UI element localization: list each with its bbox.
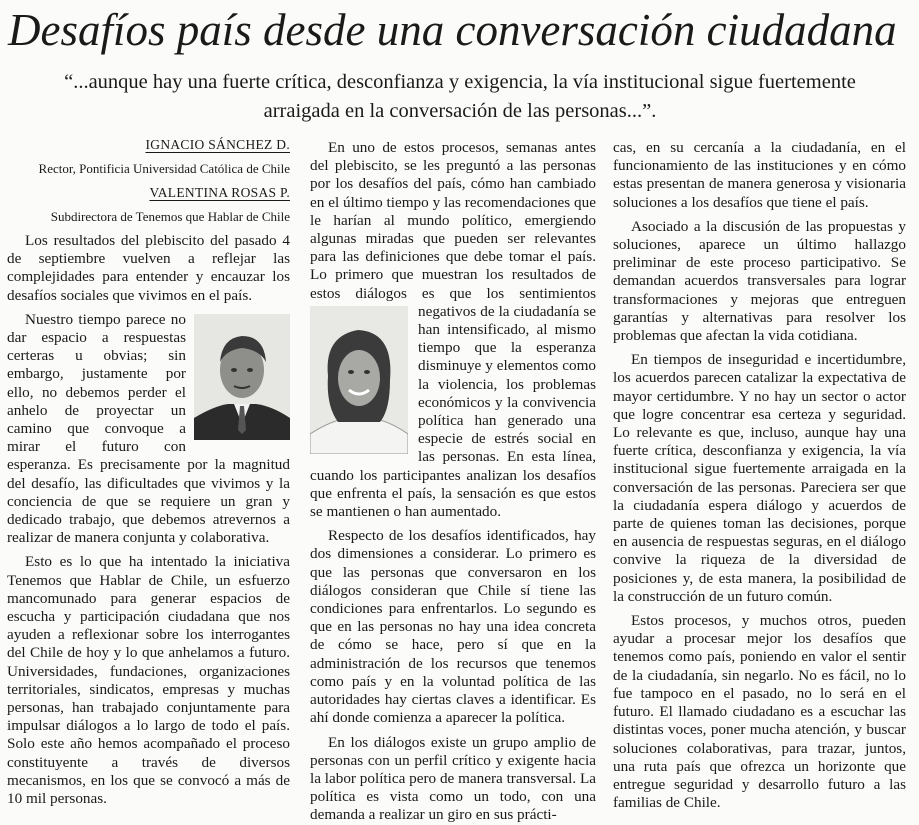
column-1 [7, 136, 290, 808]
paragraph: En los diálogos existe un grupo amplio de personas con un perfil crítico y exigente hacia la labor política pero de manera transversal. La política es vista como un todo, con una demanda a realizar un giro en sus prácti- [310, 733, 596, 824]
column-2 [310, 139, 596, 825]
author-name-2-text: VALENTINA ROSAS P. [149, 185, 290, 200]
paragraph: Estos procesos, y muchos otros, pueden ayudar a procesar mejor los desafíos que tenemos como país, poniendo en valor el sentir de la ciudadanía, sin negarlo. No es fácil, no lo fue tampoco en el pasado, no lo será en el futuro. El llamado ciudadano es a escuchar las distintas voces, poner mucha atención, y buscar soluciones colaborativas, para trazar, juntos, una ruta país que ofrezca un horizonte que entregue seguridad y desarrollo futuro a las familias de Chile. [613, 612, 906, 812]
pull-quote: “...aunque hay una fuerte crítica, desconfianza y exigencia, la vía institucional sigue fuertemente arraigada en la conversación de las personas...”. [64, 71, 856, 122]
author-role-1: Rector, Pontificia Universidad Católica de Chile [38, 161, 290, 176]
author-role-2: Subdirectora de Tenemos que Hablar de Chile [50, 209, 290, 224]
paragraph: En tiempos de inseguridad e incertidumbre, los acuerdos parecen catalizar la expectativa de mayor certidumbre. Y no hay un sector o actor que logre concentrar esa certeza y seguridad. Lo relevante es que, incluso, aunque hay una fuerte crítica, desconfianza y exigencia, la vía institucional sigue fuertemente arraigada en la conversación de las personas. Pareciera ser que la ciudadanía espera diálogo y acuerdos de parte de quienes toman las decisiones, porque en ausencia de respuestas seguras, en el diálogo convive la riqueza de la diversidad de posiciones y, de esta manera, la posibilidad de la construcción de un futuro común. [613, 351, 906, 605]
author-name-1-text: IGNACIO SÁNCHEZ D. [145, 137, 290, 152]
author-name-1 [7, 136, 290, 154]
paragraph [7, 311, 290, 548]
paragraph-text: En uno de estos procesos, semanas antes del plebiscito, se les preguntó a las personas por los desafíos del país, cómo han cambiado en el último tiempo y las recomendaciones que le harían al mundo político, emergiendo algunas miradas que pueden ser relevantes para las definiciones que debe tomar el país. Lo primero que muestran los resultados de estos diálogos es que los sentimientos negativos de la ciudadanía se han intensificado, al mismo tiempo que la esperanza disminuye y elementos como la violencia, los problemas económicos y la convivencia política han generado una especie de estrés social en las personas. En esta línea, cuando los participantes analizan los desafíos que enfrenta el país, la sensación es que estos se mantienen o han aumentado. [310, 139, 596, 521]
paragraph-text: Nuestro tiempo parece no dar espacio a respuestas certeras u obvias; sin embargo, justamente por ello, no debemos perder el anhelo de proyectar un camino que convoque a mirar el futuro con esperanza. Es precisamente por la magnitud del desafío, las dificultades que vivimos y la conciencia de que se requiere un gran y dedicado trabajo, que debemos atrevernos a realizar de manera conjunta y colaborativa. [7, 310, 290, 547]
paragraph: Respecto de los desafíos identificados, hay dos dimensiones a considerar. Lo primero es que las personas que conversaron en los diálogos consideran que Chile sí tiene las condiciones para enfrentarlos. Lo segundo es que en las personas no hay una idea concreta de cómo se hace, pero sí que en la administración de los recursos que tenemos como país y en la voluntad política de las autoridades hay ciertas claves a identificar. Es ahí donde comienza a aparecer la política. [310, 527, 596, 727]
paragraph: cas, en su cercanía a la ciudadanía, en el funcionamiento de las instituciones y en cómo estas presentan de manera generosa y visionaria soluciones a los desafíos que tiene el país. [613, 139, 906, 211]
paragraph [310, 139, 596, 521]
paragraph: Asociado a la discusión de las propuestas y soluciones, aparece un último hallazgo preliminar de este proceso participativo. Se demandan acuerdos transversales para lograr transformaciones y mejoras que entreguen garantías y alternativas para resolver los problemas que afectan la vida cotidiana. [613, 217, 906, 345]
portrait-man-icon [194, 314, 290, 440]
author-name-2 [7, 184, 290, 202]
paragraph: Los resultados del plebiscito del pasado 4 de septiembre vuelven a reflejar las complejidades para entender y encauzar los desafíos sociales que vivimos en el país. [7, 232, 290, 304]
headline: Desafíos país desde una conversación ciudadana [8, 5, 897, 55]
column-3 [613, 139, 906, 812]
portrait-woman-icon [310, 306, 408, 454]
paragraph: Esto es lo que ha intentado la iniciativa Tenemos que Hablar de Chile, un esfuerzo mancomunado para generar espacios de escucha y participación ciudadana que nos ayuden a reflexionar sobre los interrogantes del Chile de hoy y lo que anhelamos a futuro. Universidades, fundaciones, organizaciones territoriales, sindicatos, empresas y muchas personas, han trabajado conjuntamente para impulsar diálogos a lo largo de todo el país. Solo este año hemos acompañado el proceso constituyente a través de diversos mecanismos, en los que se convocó a más de 10 mil personas. [7, 553, 290, 808]
